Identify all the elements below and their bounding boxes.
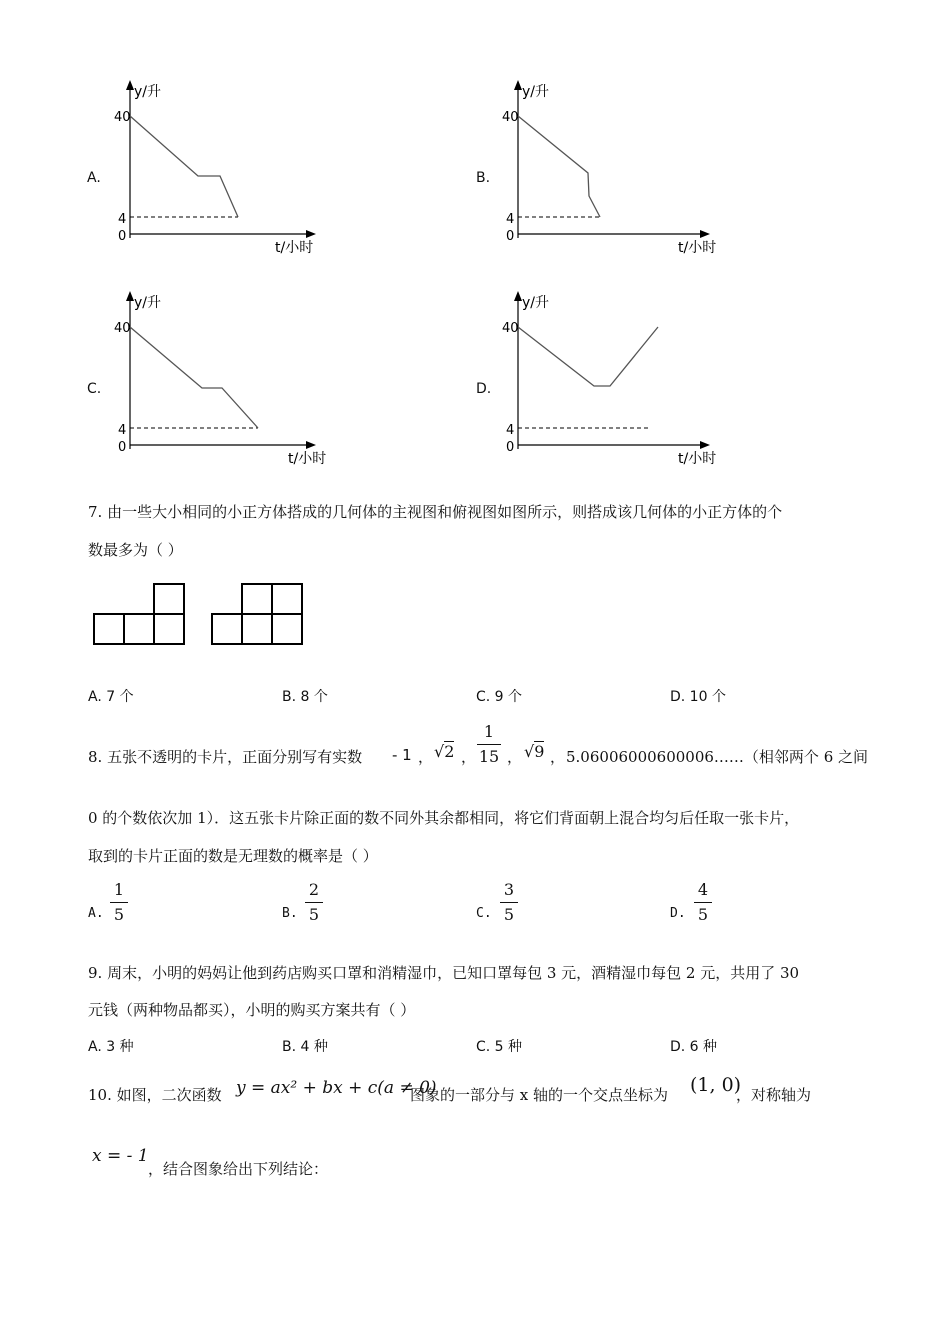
graph-a-curve [130,116,238,217]
q7-line2: 数最多为（ ） [88,541,183,559]
graph-b-y-label: y/升 [522,84,550,100]
q10-line2: ，结合图象给出下列结论： [148,1160,329,1178]
q10-axis-eq: x = - 1 [92,1146,149,1166]
q8-option-a-den: 5 [113,905,125,924]
q8-option-c-den: 5 [503,905,515,924]
graph-a-0: 0 [118,229,127,244]
graph-b-40: 40 [502,110,519,125]
q8-sqrt9: √9 [524,742,545,761]
q10-mid: 图象的一部分与 x 轴的一个交点坐标为 [410,1086,668,1104]
graph-d-y-label: y/升 [522,295,550,311]
q10-formula: y = ax² + bx + c(a ≠ 0) [236,1078,437,1098]
graph-d-curve [518,327,658,386]
graph-a-label: A. [87,170,101,186]
graph-c-curve [130,327,258,428]
q7-views [92,582,307,646]
graph-a-y-label: y/升 [134,84,162,100]
q8-fraction-den: 15 [478,747,500,766]
q7-option-d[interactable]: D. 10 个 [670,689,726,705]
q8-line3: 取到的卡片正面的数是无理数的概率是（ ） [88,847,378,865]
graph-d-label: D. [476,381,492,397]
q9-line1: 9. 周末，小明的妈妈让他到药店购买口罩和消精湿巾，已知口罩每包 3 元，酒精湿巾每包 2 元，共用了 30 [88,964,800,982]
q9-option-d[interactable]: D. 6 种 [670,1039,718,1055]
graph-c-4: 4 [118,423,127,438]
graph-d [498,289,728,467]
graph-c-y-label: y/升 [134,295,162,311]
q10-prefix: 10. 如图，二次函数 [88,1086,222,1104]
q8-option-b-num: 2 [308,880,320,899]
graph-a-x-label: t/小时 [275,240,314,256]
q8-decimal: 5.06006000600006……（相邻两个 6 之间 [566,748,869,766]
graph-d-40: 40 [502,321,519,336]
q9-option-b[interactable]: B. 4 种 [282,1039,328,1055]
q9-option-a[interactable]: A. 3 种 [88,1039,134,1055]
q8-option-b-letter[interactable]: B. [282,906,298,921]
q8-sep-3: ， [507,748,523,766]
q8-option-c-letter[interactable]: C. [476,906,492,921]
q8-option-d-num: 4 [697,880,709,899]
q7-option-a[interactable]: A. 7 个 [88,689,134,705]
q8-option-c-num: 3 [503,880,515,899]
top-view [212,584,302,644]
graph-c-x-label: t/小时 [288,451,327,467]
q8-option-a[interactable] [110,880,128,925]
graph-a-40: 40 [114,110,131,125]
q7-option-b[interactable]: B. 8 个 [282,689,328,705]
graph-c-0: 0 [118,440,127,455]
graph-b-curve [518,116,600,217]
q9-line2: 元钱（两种物品都买），小明的购买方案共有（ ） [88,1001,416,1019]
graph-b [498,78,728,256]
q8-option-d-den: 5 [697,905,709,924]
q7-option-c[interactable]: C. 9 个 [476,689,523,705]
q8-fraction-num: 1 [483,722,495,741]
q8-option-b[interactable] [305,880,323,925]
q8-sep-4: ， [550,748,566,766]
graph-c-40: 40 [114,321,131,336]
q8-option-c[interactable] [500,880,518,925]
q8-sqrt9-radicand: 9 [534,742,545,761]
graph-c [110,289,340,467]
graph-d-x-label: t/小时 [678,451,717,467]
graph-d-0: 0 [506,440,515,455]
q8-prefix: 8. 五张不透明的卡片，正面分别写有实数 [88,748,363,766]
graph-a-4: 4 [118,212,127,227]
q8-option-d-letter[interactable]: D. [670,906,686,921]
q8-sqrt2-radicand: 2 [444,742,455,761]
q8-line2: 0 的个数依次加 1）．这五张卡片除正面的数不同外其余都相同，将它们背面朝上混合均匀后任取一张卡片， [88,809,800,827]
front-view [94,584,184,644]
graph-d-4: 4 [506,423,515,438]
graph-b-4: 4 [506,212,515,227]
q8-neg-one: - 1 [392,746,412,764]
q8-option-a-letter[interactable]: A. [88,906,104,921]
graph-b-label: B. [476,170,491,186]
q8-option-a-num: 1 [113,880,125,899]
q9-option-c[interactable]: C. 5 种 [476,1039,523,1055]
q8-option-d[interactable] [694,880,712,925]
q8-option-b-den: 5 [308,905,320,924]
graph-b-x-label: t/小时 [678,240,717,256]
q10-point: (1, 0) [690,1074,742,1096]
q8-fraction [477,722,501,767]
graph-a [110,78,330,256]
q10-suffix: ，对称轴为 [736,1086,812,1104]
q8-sep-1: ， [418,748,434,766]
graph-c-label: C. [87,381,102,397]
q8-sep-2: ， [461,748,477,766]
q8-sqrt2: √2 [434,742,455,761]
graph-b-0: 0 [506,229,515,244]
q7-line1: 7. 由一些大小相同的小正方体搭成的几何体的主视图和俯视图如图所示，则搭成该几何体的小正方体的个 [88,503,783,521]
